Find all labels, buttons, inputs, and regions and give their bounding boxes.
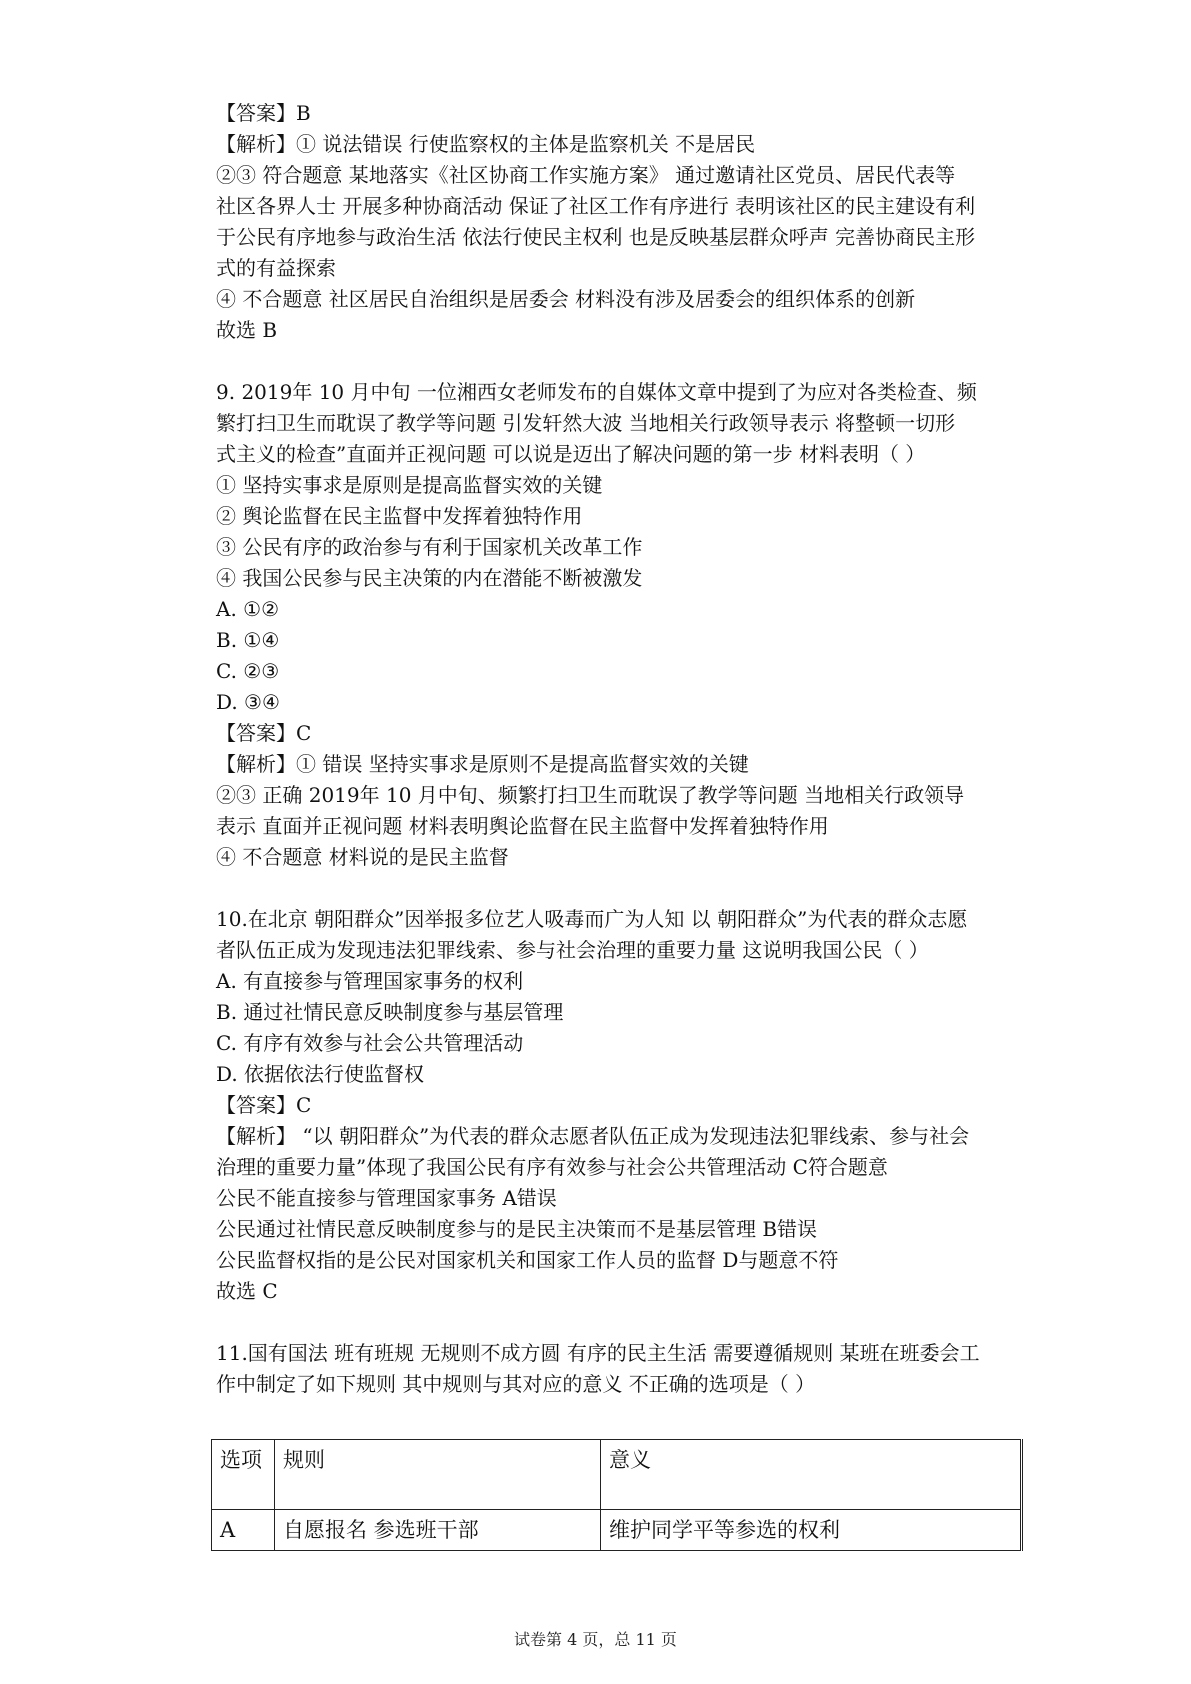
option-c: C. ②③ bbox=[216, 659, 280, 683]
analysis-line: 公民不能直接参与管理国家事务 A错误 bbox=[216, 1186, 557, 1210]
question-9-stem: 9. 2019年 10 月中旬 一位湘西女老师发布的自媒体文章中提到了为应对各类检查、频 bbox=[216, 380, 977, 404]
page-footer: 试卷第 4 页，总 11 页 bbox=[514, 1630, 677, 1649]
table-cell: 自愿报名 参选班干部 bbox=[275, 1510, 601, 1551]
statement-item: ① 坚持实事求是原则是提高监督实效的关键 bbox=[216, 473, 603, 497]
analysis-line: 公民通过社情民意反映制度参与的是民主决策而不是基层管理 B错误 bbox=[216, 1217, 818, 1241]
statement-item: ② 舆论监督在民主监督中发挥着独特作用 bbox=[216, 504, 583, 528]
question-10-stem: 者队伍正成为发现违法犯罪线索、参与社会治理的重要力量 这说明我国公民（ ） bbox=[216, 938, 929, 962]
option-a: A. ①② bbox=[216, 597, 280, 621]
question-9-stem: 式主义的检查”直面并正视问题 可以说是迈出了解决问题的第一步 材料表明（ ） bbox=[216, 442, 926, 466]
analysis-line: 式的有益探索 bbox=[216, 256, 336, 280]
table-header-cell: 规则 bbox=[275, 1440, 601, 1510]
analysis-line: 社区各界人士 开展多种协商活动 保证了社区工作有序进行 表明该社区的民主建设有利 bbox=[216, 194, 976, 218]
table-header-cell: 意义 bbox=[601, 1440, 1022, 1510]
option-b: B. 通过社情民意反映制度参与基层管理 bbox=[216, 1000, 564, 1024]
question-9-stem: 繁打扫卫生而耽误了教学等问题 引发轩然大波 当地相关行政领导表示 将整顿一切形 bbox=[216, 411, 956, 435]
option-b: B. ①④ bbox=[216, 628, 280, 652]
analysis-line: 故选 C bbox=[216, 1279, 278, 1303]
analysis-line: ④ 不合题意 社区居民自治组织是居委会 材料没有涉及居委会的组织体系的创新 bbox=[216, 287, 916, 311]
analysis-line: ②③ 符合题意 某地落实《社区协商工作实施方案》 通过邀请社区党员、居民代表等 bbox=[216, 163, 956, 187]
table-header-cell: 选项 bbox=[212, 1440, 275, 1510]
analysis-line: 于公民有序地参与政治生活 依法行使民主权利 也是反映基层群众呼声 完善协商民主形 bbox=[216, 225, 976, 249]
analysis-line: 【解析】① 错误 坚持实事求是原则不是提高监督实效的关键 bbox=[216, 752, 749, 776]
analysis-line: 公民监督权指的是公民对国家机关和国家工作人员的监督 D与题意不符 bbox=[216, 1248, 839, 1272]
question-11-stem: 作中制定了如下规则 其中规则与其对应的意义 不正确的选项是（ ） bbox=[216, 1372, 816, 1396]
option-c: C. 有序有效参与社会公共管理活动 bbox=[216, 1031, 524, 1055]
option-a: A. 有直接参与管理国家事务的权利 bbox=[216, 969, 524, 993]
analysis-line: 治理的重要力量”体现了我国公民有序有效参与社会公共管理活动 C符合题意 bbox=[216, 1155, 888, 1179]
statement-item: ④ 我国公民参与民主决策的内在潜能不断被激发 bbox=[216, 566, 643, 590]
analysis-line: ④ 不合题意 材料说的是民主监督 bbox=[216, 845, 509, 869]
document-body bbox=[216, 98, 1016, 1400]
table-cell: A bbox=[212, 1510, 275, 1551]
analysis-line: 故选 B bbox=[216, 318, 278, 342]
answer-label: 【答案】C bbox=[216, 721, 312, 745]
question-10-stem: 10.在北京 朝阳群众”因举报多位艺人吸毒而广为人知 以 朝阳群众”为代表的群众志愿 bbox=[216, 907, 968, 931]
analysis-line: 【解析】 “以 朝阳群众”为代表的群众志愿者队伍正成为发现违法犯罪线索、参与社会 bbox=[216, 1124, 970, 1148]
analysis-line: 【解析】① 说法错误 行使监察权的主体是监察机关 不是居民 bbox=[216, 132, 756, 156]
table-row bbox=[212, 1510, 1022, 1551]
answer-label: 【答案】C bbox=[216, 1093, 312, 1117]
question-11-stem: 11.国有国法 班有班规 无规则不成方圆 有序的民主生活 需要遵循规则 某班在班委会工 bbox=[216, 1341, 980, 1365]
option-d: D. ③④ bbox=[216, 690, 280, 714]
table-cell: 维护同学平等参选的权利 bbox=[601, 1510, 1022, 1551]
rules-table bbox=[211, 1439, 1023, 1551]
analysis-line: 表示 直面并正视问题 材料表明舆论监督在民主监督中发挥着独特作用 bbox=[216, 814, 829, 838]
table-header-row bbox=[212, 1440, 1022, 1510]
answer-label: 【答案】B bbox=[216, 101, 311, 125]
statement-item: ③ 公民有序的政治参与有利于国家机关改革工作 bbox=[216, 535, 643, 559]
option-d: D. 依据依法行使监督权 bbox=[216, 1062, 425, 1086]
analysis-line: ②③ 正确 2019年 10 月中旬、频繁打扫卫生而耽误了教学等问题 当地相关行政领导 bbox=[216, 783, 965, 807]
